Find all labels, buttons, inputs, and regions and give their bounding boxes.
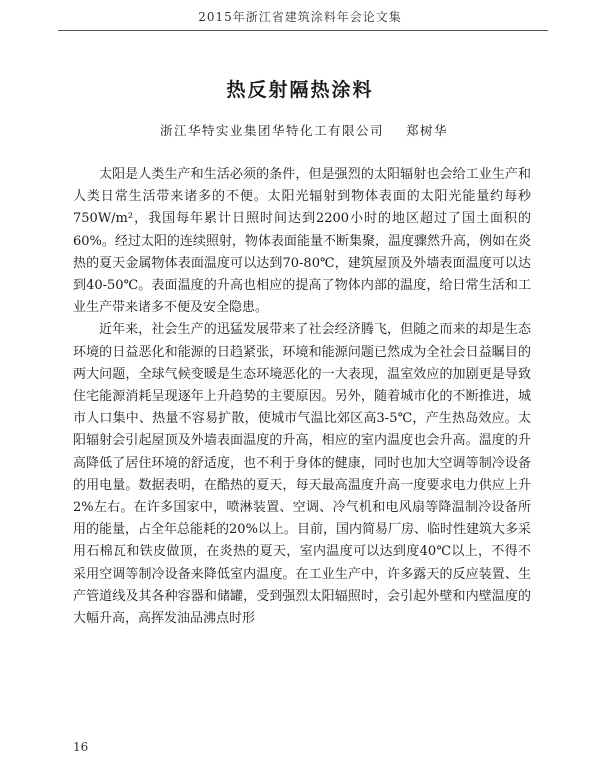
running-header: 2015年浙江省建筑涂料年会论文集 [198,10,402,24]
article-title: 热反射隔热涂料 [226,79,374,101]
author-affiliation: 浙江华特实业集团华特化工有限公司 [160,123,385,138]
page-number: 16 [73,740,89,754]
byline [160,121,448,139]
author-name: 郑树华 [406,123,449,138]
header-rule [58,30,548,31]
paragraph-2: 近年来，社会生产的迅猛发展带来了社会经济腾飞，但随之而来的却是生态环境的日益恶化和能源的日趋紧张，环境和能源问题已然成为全社会日益瞩目的两大问题，全球气候变暖是生态环境恶化的一大表现，温室效应的加剧更是导致住宅能源消耗呈现逐年上升趋势的主要原因。另外，随着城市化的不断推进，城市人口集中、热量不容易扩散，使城市气温比郊区高3-5℃，产生热岛效应。太阳辐射会引起屋顶及外墙表面温度的升高，相应的室内温度也会升高。温度的升高降低了居住环境的舒适度，也不利于身体的健康，同时也加大空调等制冷设备的用电量。数据表明，在酷热的夏天，每天最高温度升高一度要求电力供应上升2%左右。在许多国家中，喷淋装置、空调、冷气机和电风扇等降温制冷设备所用的能量，占全年总能耗的20%以上。目前，国内简易厂房、临时性建筑大多采用石棉瓦和铁皮做顶，在炎热的夏天，室内温度可以达到度40℃以上，不得不采用空调等制冷设备来降低室内温度。在工业生产中，许多露天的反应装置、生产管道线及其各种容器和储罐，受到强烈太阳辐照时，会引起外壁和内壁温度的大幅升高，高挥发油品沸点时形 [73,322,531,627]
paragraph-1: 太阳是人类生产和生活必须的条件，但是强烈的太阳辐射也会给工业生产和人类日常生活带来诸多的不便。太阳光辐射到物体表面的太阳光能量约每秒750W/m²，我国每年累计日照时间达到2200小时的地区超过了国土面积的60%。经过太阳的连续照射，物体表面能量不断集聚，温度骤然升高，例如在炎热的夏天金属物体表面温度可以达到70-80℃，建筑屋顶及外墙表面温度可以达到40-50℃。表面温度的升高也相应的提高了物体内部的温度，给日常生活和工业生产带来诸多不便及安全隐患。 [73,167,531,316]
article-body [73,164,531,630]
